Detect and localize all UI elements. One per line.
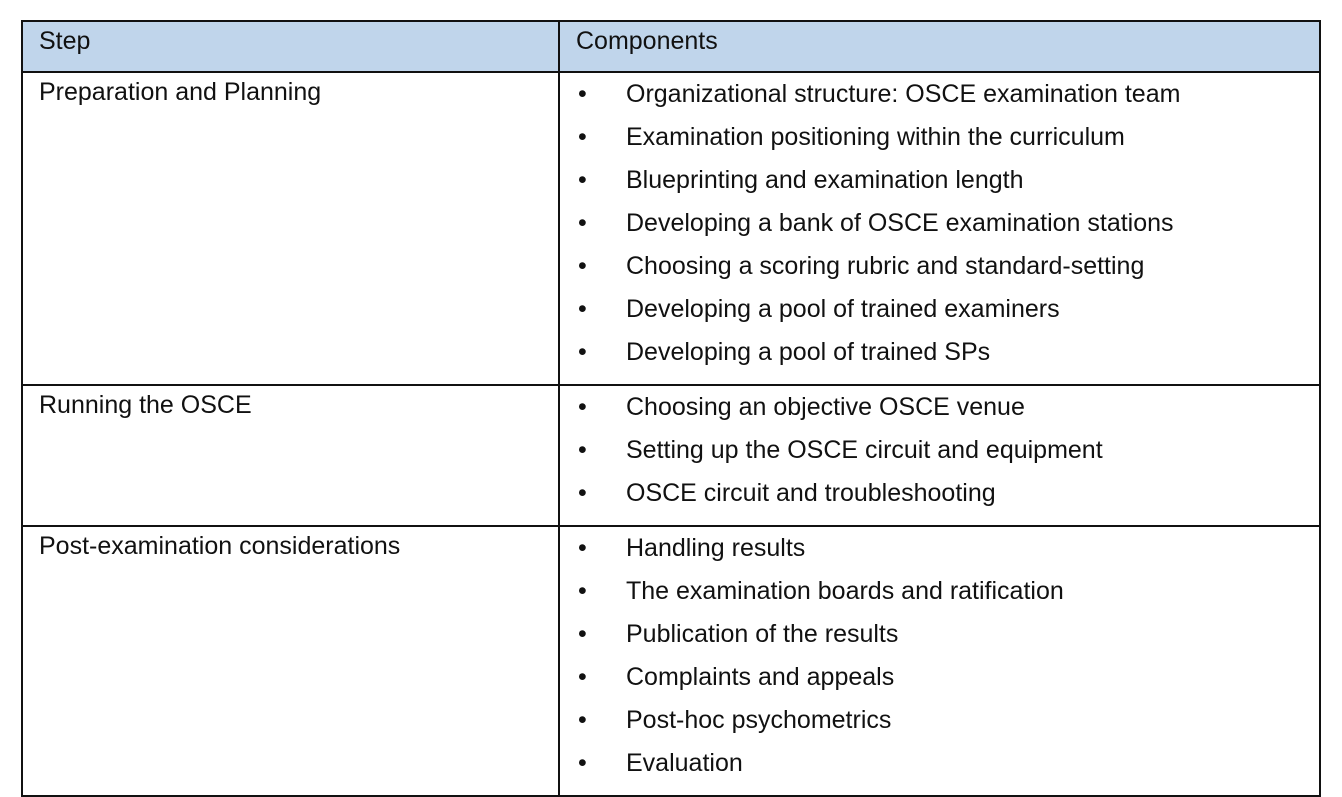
component-text: Choosing a scoring rubric and standard-setting [626, 252, 1145, 280]
component-text: Evaluation [626, 749, 743, 777]
bullet-icon: • [578, 534, 587, 562]
list-item [560, 532, 1319, 575]
step-cell [22, 385, 559, 526]
component-text: Blueprinting and examination length [626, 166, 1024, 194]
bullet-icon: • [578, 479, 587, 507]
component-text: Organizational structure: OSCE examination team [626, 80, 1181, 108]
list-item [560, 250, 1319, 293]
component-text: Complaints and appeals [626, 663, 895, 691]
bullet-icon: • [578, 123, 587, 151]
components-list [560, 386, 1319, 525]
bullet-icon: • [578, 338, 587, 366]
list-item [560, 575, 1319, 618]
header-components-label: Components [576, 27, 718, 55]
list-item [560, 661, 1319, 704]
component-text: Choosing an objective OSCE venue [626, 393, 1025, 421]
step-cell [22, 72, 559, 385]
list-item [560, 336, 1319, 379]
components-list [560, 527, 1319, 795]
header-step [22, 21, 559, 72]
list-item [560, 747, 1319, 790]
list-item [560, 121, 1319, 164]
component-text: Setting up the OSCE circuit and equipment [626, 436, 1103, 464]
list-item [560, 704, 1319, 747]
component-text: Developing a bank of OSCE examination stations [626, 209, 1174, 237]
list-item [560, 391, 1319, 434]
bullet-icon: • [578, 436, 587, 464]
bullet-icon: • [578, 295, 587, 323]
list-item [560, 78, 1319, 121]
list-item [560, 207, 1319, 250]
bullet-icon: • [578, 209, 587, 237]
component-text: Examination positioning within the curriculum [626, 123, 1125, 151]
component-text: Post-hoc psychometrics [626, 706, 892, 734]
bullet-icon: • [578, 80, 587, 108]
component-text: The examination boards and ratification [626, 577, 1064, 605]
step-label: Post-examination considerations [39, 532, 401, 560]
bullet-icon: • [578, 663, 587, 691]
components-list [560, 73, 1319, 384]
bullet-icon: • [578, 749, 587, 777]
list-item [560, 293, 1319, 336]
bullet-icon: • [578, 577, 587, 605]
bullet-icon: • [578, 166, 587, 194]
header-row [22, 21, 1320, 72]
header-components [559, 21, 1320, 72]
list-item [560, 434, 1319, 477]
component-text: Developing a pool of trained SPs [626, 338, 991, 366]
table-row [22, 385, 1320, 526]
component-text: OSCE circuit and troubleshooting [626, 479, 996, 507]
header-step-label: Step [39, 27, 91, 55]
list-item [560, 477, 1319, 520]
bullet-icon: • [578, 620, 587, 648]
component-text: Handling results [626, 534, 806, 562]
component-text: Developing a pool of trained examiners [626, 295, 1060, 323]
table-row [22, 526, 1320, 796]
list-item [560, 618, 1319, 661]
bullet-icon: • [578, 252, 587, 280]
component-text: Publication of the results [626, 620, 899, 648]
table-row [22, 72, 1320, 385]
step-label: Running the OSCE [39, 391, 252, 419]
list-item [560, 164, 1319, 207]
osce-steps-table [21, 20, 1321, 797]
bullet-icon: • [578, 706, 587, 734]
bullet-icon: • [578, 393, 587, 421]
step-cell [22, 526, 559, 796]
step-label: Preparation and Planning [39, 78, 322, 106]
components-cell [559, 385, 1320, 526]
components-cell [559, 72, 1320, 385]
components-cell [559, 526, 1320, 796]
